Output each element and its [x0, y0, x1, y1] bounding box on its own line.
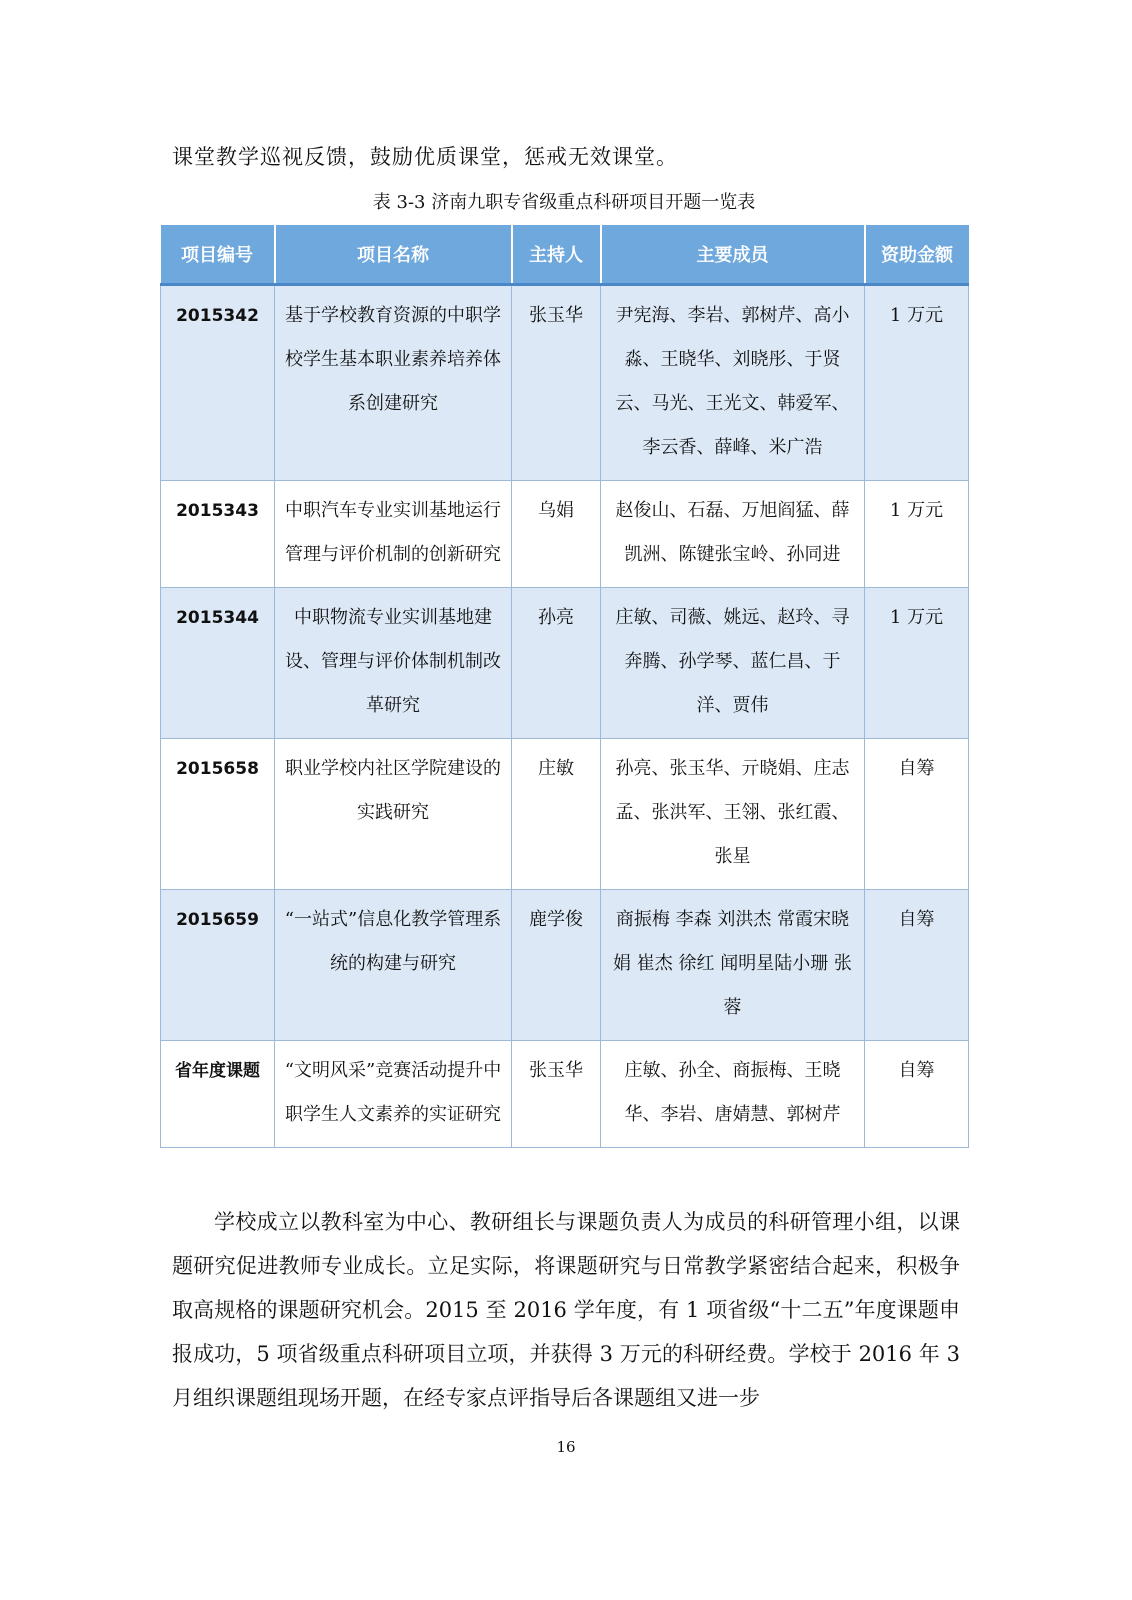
project-members: 庄敏、孙全、商振梅、王晓华、李岩、唐婧慧、郭树芹: [601, 1041, 865, 1148]
project-host: 张玉华: [512, 1041, 601, 1148]
table-header-row: [161, 225, 969, 285]
header-host: 主持人: [512, 225, 601, 285]
intro-line: 课堂教学巡视反馈，鼓励优质课堂，惩戒无效课堂。: [172, 145, 678, 169]
header-members: 主要成员: [601, 225, 865, 285]
project-name: 中职汽车专业实训基地运行管理与评价机制的创新研究: [275, 481, 512, 588]
project-funding: 自筹: [865, 1041, 969, 1148]
project-funding: 自筹: [865, 890, 969, 1041]
project-name: 中职物流专业实训基地建设、管理与评价体制机制改革研究: [275, 588, 512, 739]
project-members: 孙亮、张玉华、亓晓娟、庄志孟、张洪军、王翎、张红霞、张星: [601, 739, 865, 890]
project-id: 省年度课题: [161, 1041, 275, 1148]
project-id: 2015343: [161, 481, 275, 588]
project-members: 尹宪海、李岩、郭树芹、高小淼、王晓华、刘晓彤、于贤云、马光、王光文、韩爱军、李云香、薛峰、米广浩: [601, 285, 865, 481]
project-host: 张玉华: [512, 285, 601, 481]
project-table: [160, 225, 969, 1148]
project-host: 鹿学俊: [512, 890, 601, 1041]
project-members: 赵俊山、石磊、万旭阎猛、薛凯洲、陈键张宝岭、孙同进: [601, 481, 865, 588]
project-host: 孙亮: [512, 588, 601, 739]
project-id: 2015658: [161, 739, 275, 890]
table-row: [161, 890, 969, 1041]
project-name: “文明风采”竞赛活动提升中职学生人文素养的实证研究: [275, 1041, 512, 1148]
project-funding: 1 万元: [865, 588, 969, 739]
project-members: 庄敏、司薇、姚远、赵玲、寻奔腾、孙学琴、蓝仁昌、于洋、贾伟: [601, 588, 865, 739]
header-funding: 资助金额: [865, 225, 969, 285]
header-project-name: 项目名称: [275, 225, 512, 285]
project-funding: 自筹: [865, 739, 969, 890]
project-funding: 1 万元: [865, 285, 969, 481]
table-row: [161, 481, 969, 588]
table-row: [161, 285, 969, 481]
table-row: [161, 1041, 969, 1148]
project-id: 2015659: [161, 890, 275, 1041]
project-funding: 1 万元: [865, 481, 969, 588]
table-caption: 表 3-3 济南九职专省级重点科研项目开题一览表: [372, 192, 756, 213]
table-row: [161, 739, 969, 890]
header-project-id: 项目编号: [161, 225, 275, 285]
project-name: 基于学校教育资源的中职学校学生基本职业素养培养体系创建研究: [275, 285, 512, 481]
page-number: 16: [556, 1438, 576, 1456]
project-members: 商振梅 李森 刘洪杰 常霞宋晓娟 崔杰 徐红 闻明星陆小珊 张蓉: [601, 890, 865, 1041]
project-name: 职业学校内社区学院建设的实践研究: [275, 739, 512, 890]
project-id: 2015344: [161, 588, 275, 739]
project-host: 庄敏: [512, 739, 601, 890]
project-id: 2015342: [161, 285, 275, 481]
project-host: 乌娟: [512, 481, 601, 588]
project-name: “一站式”信息化教学管理系统的构建与研究: [275, 890, 512, 1041]
table-row: [161, 588, 969, 739]
body-paragraph: 学校成立以教科室为中心、教研组长与课题负责人为成员的科研管理小组，以课题研究促进教师专业成长。立足实际，将课题研究与日常教学紧密结合起来，积极争取高规格的课题研究机会。2015 至 2016 学年度，有 1 项省级“十二五”年度课题申报成功，5 项省级重点科研项目立项，并获得 3 万元的科研经费。学校于 2016 年 3 月组织课题组现场开题，在经专家点评指导后各课题组又进一步: [172, 1210, 960, 1410]
